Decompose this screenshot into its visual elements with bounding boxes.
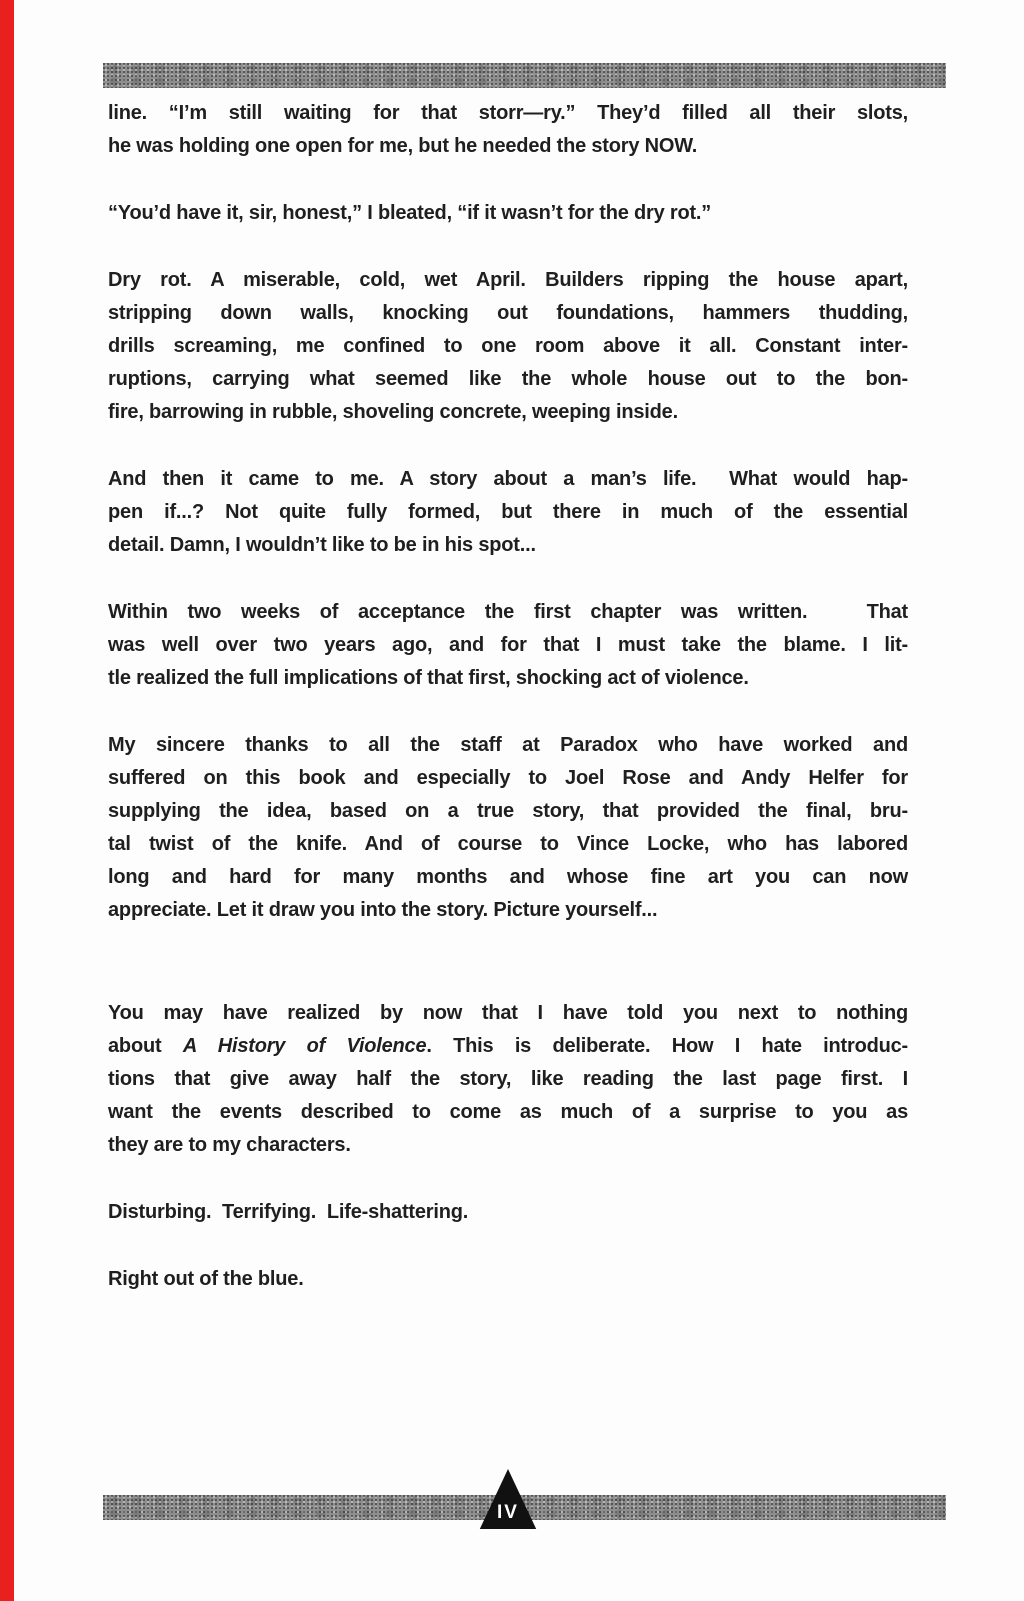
text-line: appreciate. Let it draw you into the story. Picture yourself... [108,899,658,921]
text-line: ruptions, carrying what seemed like the whole house out to the bon- [108,368,908,390]
paragraph [108,264,908,429]
page-number: IV [497,1502,519,1523]
paragraph [108,1263,908,1296]
paragraph [108,197,908,230]
text-line: drills screaming, me confined to one room above it all. Constant inter- [108,335,908,357]
paragraph [108,1196,908,1229]
text-line: was well over two years ago, and for that I must take the blame. I lit- [108,634,908,656]
text-line: You may have realized by now that I have told you next to nothing [108,1002,908,1024]
text-line: tal twist of the knife. And of course to Vince Locke, who has labored [108,833,908,855]
text-line: Within two weeks of acceptance the first chapter was written. That [108,601,908,623]
paragraph [108,596,908,695]
text-line: My sincere thanks to all the staff at Paradox who have worked and [108,734,908,756]
text-line: want the events described to come as much of a surprise to you as [108,1101,908,1123]
text-line: Right out of the blue. [108,1268,304,1290]
paragraph [108,729,908,927]
text-line: they are to my characters. [108,1134,351,1156]
text-line: line. “I’m still waiting for that storr—ry.” They’d filled all their slots, [108,102,908,124]
book-title-italic: A History of Violence [182,1035,427,1057]
red-spine-stripe [0,0,14,1601]
paragraph [108,463,908,562]
text-segment: about [108,1035,183,1057]
text-line [108,1030,908,1063]
text-line: pen if...? Not quite fully formed, but there in much of the essential [108,501,908,523]
text-line: supplying the idea, based on a true story, that provided the final, bru- [108,800,908,822]
paragraph [108,997,908,1162]
text-line: Dry rot. A miserable, cold, wet April. Builders ripping the house apart, [108,269,908,291]
top-rule-bar [103,63,946,88]
text-line: And then it came to me. A story about a man’s life. What would hap- [108,468,908,490]
text-line: stripping down walls, knocking out foundations, hammers thudding, [108,302,908,324]
text-line: he was holding one open for me, but he needed the story NOW. [108,135,698,157]
paragraph [108,97,908,163]
text-segment: . This is deliberate. How I hate introduc- [426,1035,909,1057]
text-block [108,97,908,1296]
text-line: detail. Damn, I wouldn’t like to be in his spot... [108,534,536,556]
text-line: tle realized the full implications of that first, shocking act of violence. [108,667,749,689]
text-line: suffered on this book and especially to Joel Rose and Andy Helfer for [108,767,908,789]
text-line: tions that give away half the story, like reading the last page first. I [108,1068,908,1090]
text-line: Disturbing. Terrifying. Life-shattering. [108,1201,469,1223]
text-line: “You’d have it, sir, honest,” I bleated, “if it wasn’t for the dry rot.” [108,202,712,224]
text-line: long and hard for many months and whose fine art you can now [108,866,908,888]
text-line: fire, barrowing in rubble, shoveling concrete, weeping inside. [108,401,678,423]
page-number-triangle [478,1469,538,1529]
